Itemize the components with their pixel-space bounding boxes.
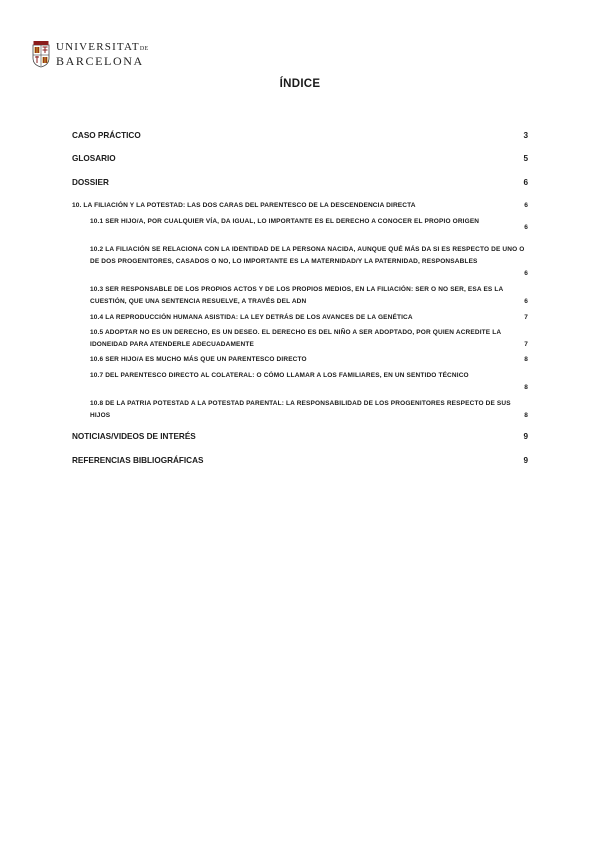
toc-entry-page: 6 — [524, 224, 528, 231]
toc-entry-page: 6 — [523, 178, 528, 187]
toc-entry-text: 10.2 LA FILIACIÓN SE RELACIONA CON LA IDENTIDAD DE LA PERSONA NACIDA, AUNQUE QUÉ MÁS DA SI ES RESPECTO DE UNO O DE DOS PROGENITORES, CASADOS O NO, LO IMPORTANTE ES LA MATERNIDAD/Y LA PATERNIDAD, RESPONSABLES — [90, 246, 525, 265]
toc-entry-text: NOTICIAS/VIDEOS DE INTERÉS — [72, 432, 196, 441]
toc-entry-page: 8 — [524, 356, 528, 363]
toc-entry-10-1[interactable] — [72, 216, 528, 240]
toc-entry-page: 8 — [524, 384, 528, 391]
toc-entry-text: 10.5 ADOPTAR NO ES UN DERECHO, ES UN DESEO. EL DERECHO ES DEL NIÑO A SER ADOPTADO, POR QUIEN ACREDITE LA IDONEIDAD PARA ATENDERLE ADECUADAMENTE — [90, 329, 501, 348]
toc-entry-page: 7 — [524, 341, 528, 348]
toc-entry-page: 5 — [523, 154, 528, 163]
toc-entry-text: DOSSIER — [72, 178, 109, 187]
toc-entry-glosario[interactable] — [72, 154, 528, 166]
toc-entry-referencias[interactable] — [72, 456, 528, 468]
toc-entry-text: 10.3 SER RESPONSABLE DE LOS PROPIOS ACTOS Y DE LOS PROPIOS MEDIOS, EN LA FILIACIÓN: SER O NO SER, ESA ES LA CUESTIÓN, QUE UNA SENTENCIA RESUELVE, A TRAVÉS DEL ADN — [90, 286, 504, 305]
toc-entry-text: GLOSARIO — [72, 154, 116, 163]
toc-entry-text: 10.8 DE LA PATRIA POTESTAD A LA POTESTAD PARENTAL: LA RESPONSABILIDAD DE LOS PROGENITORES RESPECTO DE SUS HIJOS — [90, 400, 511, 419]
toc-entry-dossier[interactable] — [72, 178, 528, 190]
toc-entry-10-4[interactable] — [72, 312, 528, 324]
toc-entry-page: 3 — [523, 131, 528, 140]
toc-entry-10-3[interactable] — [72, 284, 528, 308]
toc-entry-text: REFERENCIAS BIBLIOGRÁFICAS — [72, 456, 204, 465]
toc-entry-page: 6 — [524, 202, 528, 209]
toc-entry-text: 10.7 DEL PARENTESCO DIRECTO AL COLATERAL: O CÓMO LLAMAR A LOS FAMILIARES, EN UN SENTIDO TÉCNICO — [90, 372, 469, 379]
logo-text-suffix: DE — [139, 46, 149, 52]
toc-entry-10-6[interactable] — [72, 354, 528, 366]
toc-entry-section-10[interactable] — [72, 202, 528, 212]
toc-entry-page: 6 — [524, 270, 528, 277]
page-title: ÍNDICE — [279, 78, 321, 90]
toc-entry-page: 6 — [524, 298, 528, 305]
toc-entry-page: 8 — [524, 412, 528, 419]
toc-entry-10-5[interactable] — [72, 327, 528, 351]
toc-entry-text: 10. LA FILIACIÓN Y LA POTESTAD: LAS DOS CARAS DEL PARENTESCO DE LA DESCENDENCIA DIRECTA — [72, 202, 416, 209]
toc-entry-text: 10.6 SER HIJO/A ES MUCHO MÁS QUE UN PARENTESCO DIRECTO — [90, 356, 307, 363]
toc-entry-page: 9 — [523, 432, 528, 441]
toc-entry-caso-practico[interactable] — [72, 131, 528, 143]
logo-text-line1: UNIVERSITAT — [56, 41, 140, 53]
toc-entry-page: 7 — [524, 314, 528, 321]
university-logo — [32, 40, 148, 68]
toc-entry-text: 10.4 LA REPRODUCCIÓN HUMANA ASISTIDA: LA LEY DETRÁS DE LOS AVANCES DE LA GENÉTICA — [90, 314, 413, 321]
toc-entry-10-8[interactable] — [72, 398, 528, 422]
logo-text-line2: BARCELONA — [56, 54, 144, 68]
toc-entry-text: 10.1 SER HIJO/A, POR CUALQUIER VÍA, DA IGUAL, LO IMPORTANTE ES EL DERECHO A CONOCER EL PROPIO ORIGEN — [90, 218, 480, 225]
toc-entry-text: CASO PRÁCTICO — [72, 131, 141, 140]
toc-entry-10-7[interactable] — [72, 370, 528, 394]
toc-entry-noticias-videos[interactable] — [72, 432, 528, 444]
toc-entry-10-2[interactable] — [72, 244, 528, 280]
university-crest-icon — [32, 40, 50, 68]
toc-entry-page: 9 — [523, 456, 528, 465]
